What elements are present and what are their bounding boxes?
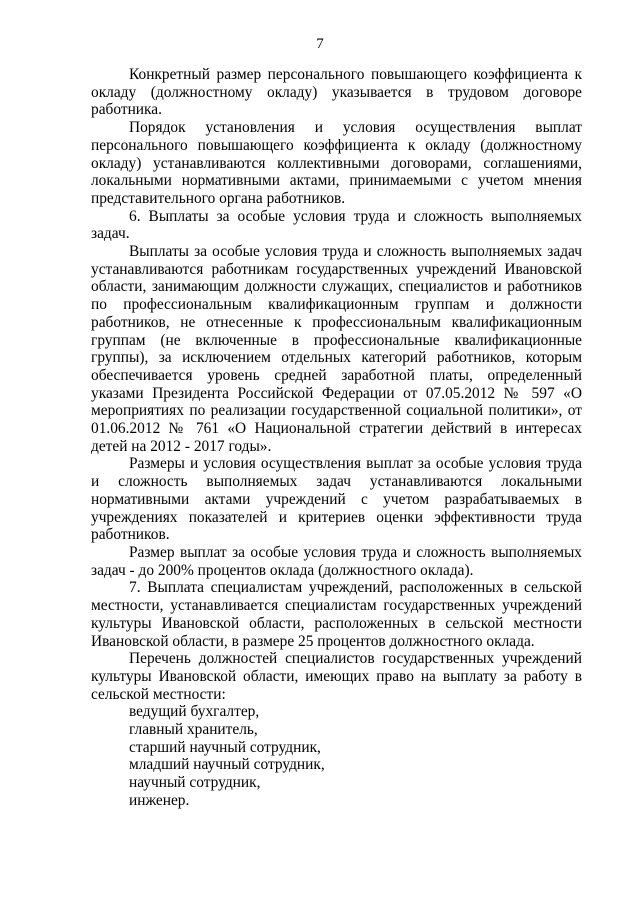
list-item: инженер. [129,791,190,809]
document-body [91,66,582,810]
section-heading-special-conditions: 6. Выплаты за особые условия труда и сложность выполняемых задач. [91,207,582,243]
rural-positions-list [91,703,582,809]
paragraph-special-conditions-amount: Размер выплат за особые условия труда и сложность выполняемых задач - до 200% процентов оклада (должностного оклада). [91,543,582,579]
paragraph-special-conditions-rules: Размеры и условия осуществления выплат за особые условия труда и сложность выполняемых задач устанавливаются локальными нормативными актами учреждений с учетом разрабатываемых в учреждениях показателей и критериев оценки эффективности труда работников. [91,455,582,544]
list-item: ведущий бухгалтер, [129,703,260,721]
list-item: главный хранитель, [129,721,258,739]
list-item: научный сотрудник, [129,774,261,792]
paragraph-contract-coefficient: Конкретный размер персонального повышающего коэффициента к окладу (должностному окладу) указывается в трудовом договоре работника. [91,66,582,119]
paragraph-coefficient-procedure: Порядок установления и условия осуществления выплат персонального повышающего коэффициента к окладу (должностному окладу) устанавливаются коллективными договорами, соглашениями, локальными нормативными актами, принимаемыми с учетом мнения представительного органа работников. [91,119,582,207]
page-number: 7 [316,36,324,52]
list-item: старший научный сотрудник, [129,738,321,756]
paragraph-rural-positions-intro: Перечень должностей специалистов государственных учреждений культуры Ивановской области, имеющих право на выплату за работу в сельской местности: [91,650,582,703]
paragraph-rural-payment: 7. Выплата специалистам учреждений, расположенных в сельской местности, устанавливается специалистам государственных учреждений культуры Ивановской области, расположенных в сельской местности Ивановской области, в размере 25 процентов должностного оклада. [91,579,582,650]
list-item: младший научный сотрудник, [129,756,325,774]
paragraph-special-conditions-eligibility: Выплаты за особые условия труда и сложность выполняемых задач устанавливаются работникам государственных учреждений Ивановской области, занимающим должности служащих, специалистов и работников по профессиональным квалификационным группам и должности работников, не отнесенные к профессиональным квалификационным группам (не включенные в профессиональные квалификационные группы), за исключением отдельных категорий работников, которым обеспечивается уровень средней заработной платы, определенный указами Президента Российской Федерации от 07.05.2012 № 597 «О мероприятиях по реализации государственной социальной политики», от 01.06.2012 № 761 «О Национальной стратегии действий в интересах детей на 2012 - 2017 годы». [91,243,582,455]
